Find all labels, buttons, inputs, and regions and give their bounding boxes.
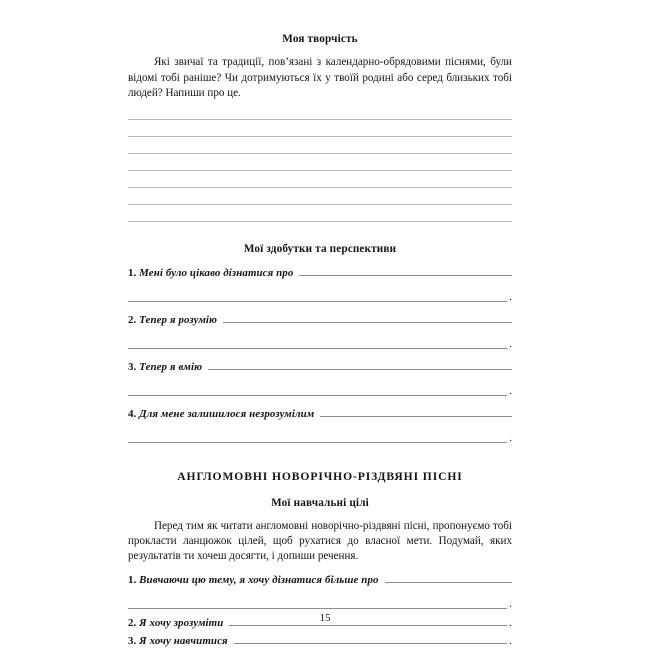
- prompt-terminator: .: [509, 291, 512, 304]
- prompt-continuation-row: [128, 386, 512, 396]
- answer-blank[interactable]: [128, 339, 507, 349]
- answer-blank[interactable]: [223, 313, 512, 323]
- answer-blank[interactable]: [234, 634, 508, 644]
- page-content-column: [128, 0, 512, 648]
- prompt-number: 4.: [128, 408, 137, 421]
- prompt-text: Для мене залишилося незрозумілим: [139, 408, 315, 421]
- prompt-text: Я хочу зрозуміти: [139, 617, 224, 630]
- prompt-number: 1.: [128, 267, 137, 280]
- answer-blank[interactable]: [128, 433, 507, 443]
- answer-blank[interactable]: [128, 599, 507, 609]
- prompt-text: Тепер я розумію: [139, 314, 218, 327]
- answer-blank[interactable]: [320, 407, 512, 417]
- prompt-text: Я хочу навчитися: [139, 635, 228, 648]
- prompt-number: 3.: [128, 635, 137, 648]
- heading-english-songs-title: АНГЛОМОВНІ НОВОРІЧНО-РІЗДВЯНІ ПІСНІ: [177, 470, 463, 484]
- answer-blank[interactable]: [128, 292, 507, 302]
- prompt-continuation-row: [128, 599, 512, 609]
- prompt-row: [128, 313, 512, 327]
- prompt-continuation-row: [128, 433, 512, 443]
- prompt-row: [128, 360, 512, 374]
- prompt-row: [128, 634, 512, 648]
- prompt-text: Тепер я вмію: [139, 361, 203, 374]
- prompt-terminator: .: [509, 385, 512, 398]
- prompt-number: 2.: [128, 617, 137, 630]
- prompt-terminator: .: [509, 617, 512, 630]
- prompt-terminator: .: [509, 338, 512, 351]
- prompt-continuation-row: [128, 292, 512, 302]
- prompt-terminator: .: [509, 635, 512, 648]
- answer-blank[interactable]: [299, 266, 512, 276]
- page-number: 15: [319, 612, 331, 624]
- paragraph-my-creativity: Які звичаї та традиції, пов’язані з календарно-обрядовими піснями, були відомі тобі раніше? Чи дотримуються їх у твоїй родині або серед близьких тобі людей? Напиши про це.: [128, 56, 512, 99]
- prompt-terminator: .: [509, 432, 512, 445]
- prompt-row: [128, 266, 512, 280]
- prompt-row: [128, 407, 512, 421]
- prompt-number: 1.: [128, 574, 137, 587]
- prompt-number: 3.: [128, 361, 137, 374]
- prompt-number: 2.: [128, 314, 137, 327]
- prompt-text: Мені було цікаво дізнатися про: [139, 267, 294, 280]
- heading-my-achievements: Мої здобутки та перспективи: [243, 243, 397, 256]
- answer-blank[interactable]: [208, 360, 512, 370]
- blank-writing-lines: [128, 111, 512, 222]
- answer-blank[interactable]: [385, 573, 512, 583]
- heading-my-creativity: Моя творчість: [282, 33, 358, 45]
- prompt-terminator: .: [509, 598, 512, 611]
- heading-my-learning-goals: Мої навчальні цілі: [271, 497, 369, 510]
- prompt-row: [128, 573, 512, 587]
- paragraph-learning-goals: Перед тим як читати англомовні новорічно-різдвяні пісні, пропонуємо тобі прокласти ланцюжок цілей, щоб рухатися до власної мети. Подумай, яких результатів ти хочеш досягти, і допиши речення.: [128, 519, 512, 563]
- prompt-continuation-row: [128, 339, 512, 349]
- prompt-text: Вивчаючи цю тему, я хочу дізнатися більше про: [139, 574, 379, 587]
- answer-blank[interactable]: [128, 386, 507, 396]
